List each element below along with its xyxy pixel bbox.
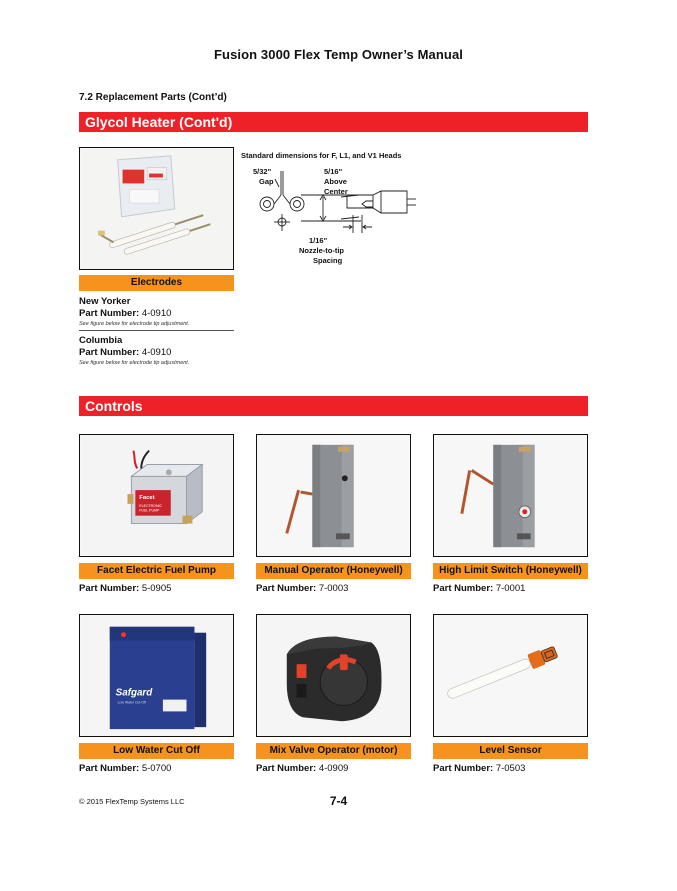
manual-operator-part-number (256, 583, 348, 594)
high-limit-switch-photo (433, 434, 588, 557)
low-water-cut-off-part-number (79, 763, 171, 774)
electrode-note-columbia: See figure below for electrode tip adjustment. (79, 360, 190, 366)
part-number-label: Part Number: (433, 583, 494, 594)
electrode-dimension-diagram (241, 161, 416, 271)
electrode-brand-new-yorker: New Yorker (79, 296, 131, 307)
fuel-pump-part-number (79, 583, 171, 594)
manual-operator-photo (256, 434, 411, 557)
high-limit-switch-label: High Limit Switch (Honeywell) (433, 563, 588, 579)
electrode-part-number-columbia (79, 347, 171, 358)
electrode-note-new-yorker: See figure below for electrode tip adjustment. (79, 321, 190, 327)
copyright: © 2015 FlexTemp Systems LLC (79, 797, 185, 806)
pump-label-text-2: FUEL PUMP (139, 508, 160, 513)
mix-valve-operator-label: Mix Valve Operator (motor) (256, 743, 411, 759)
level-sensor-part-number (433, 763, 525, 774)
part-number-value: 5-0700 (141, 763, 172, 774)
low-water-cut-off-label: Low Water Cut Off (79, 743, 234, 759)
electrodes-label: Electrodes (79, 275, 234, 291)
above-center-label-2: Center (324, 187, 348, 196)
part-number-label: Part Number: (79, 347, 140, 358)
above-center-label-1: Above (324, 177, 347, 186)
diagram-caption: Standard dimensions for F, L1, and V1 Heads (241, 151, 402, 160)
controls-heading: Controls (79, 396, 588, 416)
part-number-value: 7-0503 (495, 763, 526, 774)
section-label: 7.2 Replacement Parts (Cont’d) (79, 92, 227, 103)
device-brand-text: Safgard (115, 687, 153, 699)
part-number-value: 4-0910 (141, 347, 172, 358)
glycol-heater-heading: Glycol Heater (Cont'd) (79, 112, 588, 132)
fuel-pump-label: Facet Electric Fuel Pump (79, 563, 234, 579)
gap-label: Gap (259, 177, 274, 186)
part-number-value: 7-0001 (495, 583, 526, 594)
electrodes-divider (79, 330, 234, 331)
gap-value: 5/32" (253, 167, 272, 176)
above-center-value: 5/16" (324, 167, 343, 176)
part-number-label: Part Number: (79, 583, 140, 594)
part-number-label: Part Number: (433, 763, 494, 774)
part-number-value: 7-0003 (318, 583, 349, 594)
part-number-value: 5-0905 (141, 583, 172, 594)
device-label-text: Low Water Cut-Off (117, 700, 146, 705)
high-limit-switch-part-number (433, 583, 525, 594)
fuel-pump-photo (79, 434, 234, 557)
level-sensor-label: Level Sensor (433, 743, 588, 759)
low-water-cut-off-photo (79, 614, 234, 737)
electrode-part-number-new-yorker (79, 308, 171, 319)
nozzle-spacing-label-2: Spacing (313, 256, 343, 265)
electrode-brand-columbia: Columbia (79, 335, 123, 346)
nozzle-spacing-value: 1/16" (309, 236, 328, 245)
pump-label-text-1: ELECTRONIC (139, 503, 163, 508)
pump-brand-text: Facet (139, 494, 155, 501)
page-number: 7-4 (329, 794, 348, 808)
part-number-label: Part Number: (79, 308, 140, 319)
part-number-label: Part Number: (256, 763, 317, 774)
mix-valve-operator-part-number (256, 763, 348, 774)
part-number-value: 4-0909 (318, 763, 349, 774)
mix-valve-operator-photo (256, 614, 411, 737)
document-title: Fusion 3000 Flex Temp Owner’s Manual (214, 47, 463, 62)
manual-operator-label: Manual Operator (Honeywell) (256, 563, 411, 579)
level-sensor-photo (433, 614, 588, 737)
part-number-label: Part Number: (79, 763, 140, 774)
electrodes-photo (79, 147, 234, 270)
part-number-label: Part Number: (256, 583, 317, 594)
part-number-value: 4-0910 (141, 308, 172, 319)
nozzle-spacing-label-1: Nozzle-to-tip (299, 246, 344, 255)
